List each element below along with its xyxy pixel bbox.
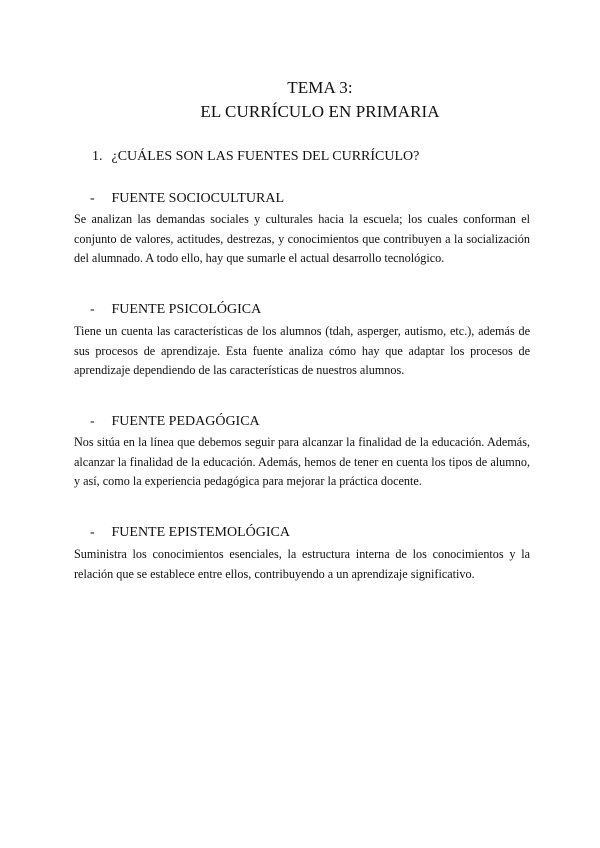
section-heading-text: FUENTE PEDAGÓGICA [111,414,260,429]
title-line-subject: EL CURRÍCULO EN PRIMARIA [200,102,440,121]
document-title [0,76,600,124]
section-body-pedagogica: Nos sitúa en la línea que debemos seguir para alcanzar la finalidad de la educación. Además, alcanzar la finalidad de la educación. Además, hemos de tener en cuenta los tipos de alumno, y así, como la experiencia pedagógica para mejorar la práctica docente. [74,435,530,489]
section-heading-pedagogica [90,413,260,431]
section-body-psicologica: Tiene un cuenta las características de los alumnos (tdah, asperger, autismo, etc.), además de sus procesos de aprendizaje. Esta fuente analiza cómo hay que adaptar los procesos de aprendizaje dependiendo de las características de nuestros alumnos. [74,324,530,378]
section-body-sociocultural: Se analizan las demandas sociales y culturales hacia la escuela; los cuales conforman el conjunto de valores, actitudes, destrezas, y conocimientos que contribuyen a la socialización del alumnado. A todo ello, hay que sumarle el actual desarrollo tecnológico. [74,212,530,266]
question-number: 1. [92,149,103,164]
list-bullet: - [90,302,95,317]
list-bullet: - [90,191,95,206]
section-heading-sociocultural [90,190,284,208]
list-bullet: - [90,525,95,540]
section-heading-psicologica [90,301,261,319]
question-heading [92,148,419,166]
question-text: ¿CUÁLES SON LAS FUENTES DEL CURRÍCULO? [111,149,420,164]
section-body-epistemologica: Suministra los conocimientos esenciales, la estructura interna de los conocimientos y la relación que se establece entre ellos, contribuyendo a un aprendizaje significativo. [74,547,530,581]
section-heading-text: FUENTE SOCIOCULTURAL [111,191,285,206]
list-bullet: - [90,414,95,429]
section-heading-text: FUENTE EPISTEMOLÓGICA [111,525,290,540]
section-heading-text: FUENTE PSICOLÓGICA [111,302,262,317]
title-line-topic: TEMA 3: [287,78,353,97]
section-heading-epistemologica [90,524,290,542]
